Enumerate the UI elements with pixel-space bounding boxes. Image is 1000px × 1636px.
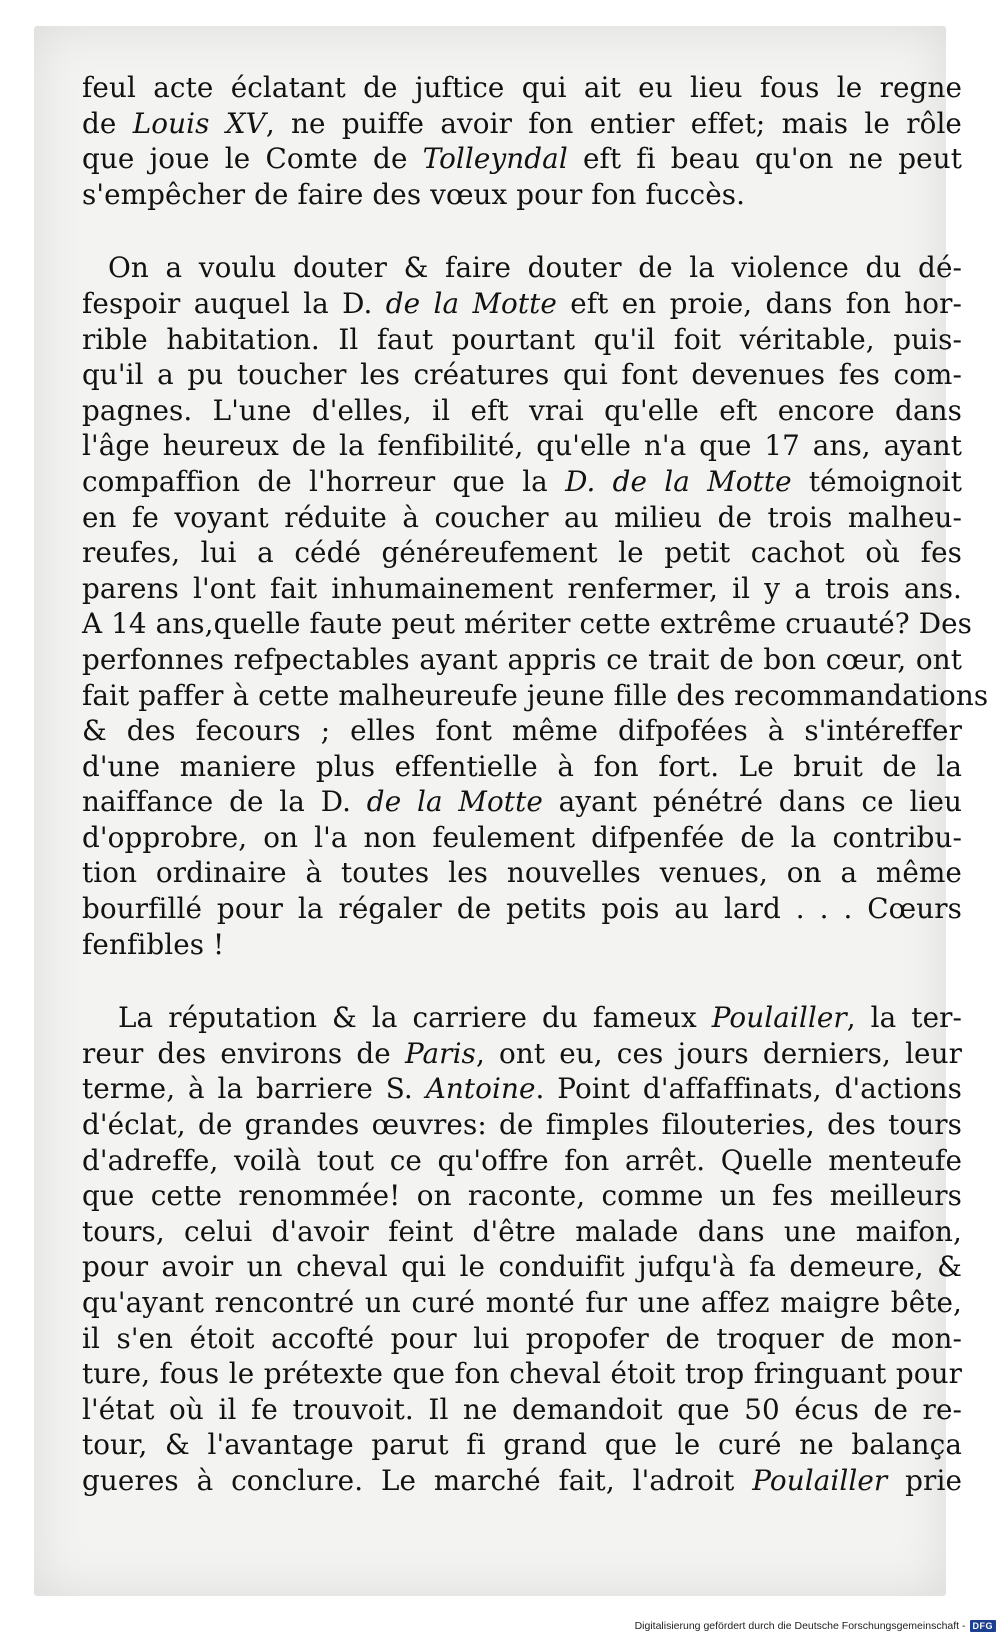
text-line (82, 606, 973, 642)
text-segment: ture, fous le prétexte que fon cheval étoit trop fringuant pour (82, 1357, 962, 1391)
text-line (82, 1107, 962, 1143)
italic-name: Louis XV (132, 106, 266, 140)
dfg-logo-icon: DFG (970, 1620, 997, 1632)
text-segment: terme, à la barriere S. (82, 1072, 426, 1106)
text-line (82, 891, 962, 927)
text-line (82, 1214, 962, 1250)
text-line (82, 428, 962, 464)
text-segment: que joue le Comte de (82, 142, 423, 176)
text-segment: d'adreffe, voilà tout ce qu'offre fon arrêt. Quelle menteufe (82, 1143, 962, 1177)
italic-name: Paris (404, 1036, 476, 1070)
paragraph (82, 1000, 962, 1498)
text-line (82, 1463, 962, 1499)
text-segment: fenfibles ! (82, 927, 225, 961)
text-line (82, 177, 962, 213)
text-segment: & des fecours ; elles font même difpofées à s'intéreffer (82, 714, 962, 748)
text-line (82, 106, 962, 142)
text-segment: d'opprobre, on l'a non feulement difpenfée de la contribu- (82, 820, 962, 854)
text-segment: . Point d'affaffinats, d'actions (535, 1072, 962, 1106)
text-line (82, 1071, 962, 1107)
italic-name: Poulailler (752, 1463, 888, 1497)
text-segment: naiffance de la D. (82, 785, 367, 819)
text-line (82, 1321, 962, 1357)
text-segment: , ont eu, ces jours derniers, leur (475, 1036, 962, 1070)
text-segment: prie (887, 1463, 962, 1497)
text-line (82, 642, 962, 678)
text-line (82, 1427, 962, 1463)
text-segment: perfonnes refpectables ayant appris ce trait de bon cœur, ont (82, 642, 962, 676)
text-line (82, 1178, 962, 1214)
italic-name: Tolleyndal (422, 142, 568, 176)
text-segment: pour avoir un cheval qui le conduifit jufqu'à fa demeure, & (82, 1250, 962, 1284)
text-line (82, 322, 962, 358)
text-line (82, 820, 962, 856)
text-line (82, 1356, 962, 1392)
funding-note: Digitalisierung gefördert durch die Deutsche Forschungsgemeinschaft - (634, 1620, 966, 1632)
text-line (82, 784, 962, 820)
text-line (82, 1392, 962, 1428)
text-segment: en fe voyant réduite à coucher au milieu de trois malheu- (82, 500, 962, 534)
text-line (82, 1000, 962, 1036)
text-segment: eft fi beau qu'on ne peut (567, 142, 962, 176)
text-line (82, 357, 962, 393)
text-line (82, 855, 962, 891)
italic-name: Antoine (425, 1072, 536, 1106)
italic-name: de la Motte (385, 286, 557, 320)
text-segment: ayant pénétré dans ce lieu (542, 785, 962, 819)
text-line (82, 1249, 962, 1285)
text-segment: , ne puiffe avoir fon entier effet; mais le rôle (265, 106, 962, 140)
text-line (82, 749, 962, 785)
text-segment: il s'en étoit accofté pour lui propofer de troquer de mon- (82, 1321, 962, 1355)
page-text-body (82, 70, 989, 1499)
text-line (82, 500, 962, 536)
italic-name: de la Motte (366, 785, 543, 819)
scanned-page (34, 26, 989, 1596)
text-segment: fait paffer à cette malheureufe jeune fille des recommandations (82, 678, 989, 712)
text-segment: , la ter- (846, 1001, 963, 1035)
footer (635, 1620, 996, 1632)
text-line (82, 1285, 962, 1321)
text-line (82, 1036, 962, 1072)
text-line (82, 535, 962, 571)
text-line (82, 678, 989, 714)
paragraph (82, 250, 989, 962)
text-segment: qu'ayant rencontré un curé monté fur une affez maigre bête, (82, 1286, 962, 1319)
text-line (82, 286, 962, 322)
text-segment: rible habitation. Il faut pourtant qu'il foit véritable, puis- (82, 322, 962, 356)
text-segment: fespoir auquel la D. (82, 286, 386, 320)
text-segment: témoignoit (791, 464, 962, 498)
text-line (82, 393, 962, 429)
text-segment: reur des environs de (82, 1036, 405, 1070)
text-segment: l'état où il fe trouvoit. Il ne demandoit que 50 écus de re- (82, 1392, 962, 1426)
text-segment: reufes, lui a cédé généreufement le petit cachot où fes (82, 536, 962, 570)
text-segment: que cette renommée! on raconte, comme un fes meilleurs (82, 1179, 962, 1213)
text-segment: d'éclat, de grandes œuvres: de fimples filouteries, des tours (82, 1108, 962, 1142)
text-segment: s'empêcher de faire des vœux pour fon fuccès. (82, 177, 746, 211)
text-line (82, 464, 962, 500)
text-segment: gueres à conclure. Le marché fait, l'adroit (82, 1463, 753, 1497)
text-segment: d'une maniere plus effentielle à fon fort. Le bruit de la (82, 749, 962, 783)
text-line (82, 571, 962, 607)
text-segment: tion ordinaire à toutes les nouvelles venues, on a même (82, 856, 962, 890)
text-segment: parens l'ont fait inhumainement renfermer, il y a trois ans. (82, 571, 962, 605)
text-line (82, 70, 962, 106)
text-line (82, 141, 962, 177)
text-segment: tour, & l'avantage parut fi grand que le curé ne balança (82, 1428, 962, 1462)
text-segment: tours, celui d'avoir feint d'être malade dans une maifon, (82, 1214, 962, 1248)
text-line (82, 1143, 962, 1179)
text-segment: de (82, 106, 133, 140)
paragraph (82, 70, 962, 212)
text-line (82, 713, 962, 749)
text-line (82, 250, 962, 286)
italic-name: Poulailler (711, 1001, 847, 1035)
text-segment: qu'il a pu toucher les créatures qui font devenues fes com- (82, 358, 962, 392)
text-segment: bourfillé pour la régaler de petits pois au lard . . . Cœurs (82, 892, 962, 926)
text-segment: pagnes. L'une d'elles, il eft vrai qu'elle eft encore dans (82, 393, 962, 427)
text-segment: feul acte éclatant de juftice qui ait eu lieu fous le regne (82, 71, 962, 104)
text-line (82, 927, 962, 963)
text-segment: La réputation & la carriere du fameux (118, 1001, 712, 1035)
text-segment: l'âge heureux de la fenfibilité, qu'elle n'a que 17 ans, ayant (82, 429, 962, 463)
text-segment: eft en proie, dans fon hor- (556, 286, 962, 320)
italic-name: D. de la Motte (565, 464, 792, 498)
text-segment: A 14 ans,quelle faute peut mériter cette extrême cruauté? Des (82, 607, 973, 641)
text-segment: On a voulu douter & faire douter de la violence du dé- (108, 251, 962, 285)
text-segment: compaffion de l'horreur que la (82, 464, 566, 498)
